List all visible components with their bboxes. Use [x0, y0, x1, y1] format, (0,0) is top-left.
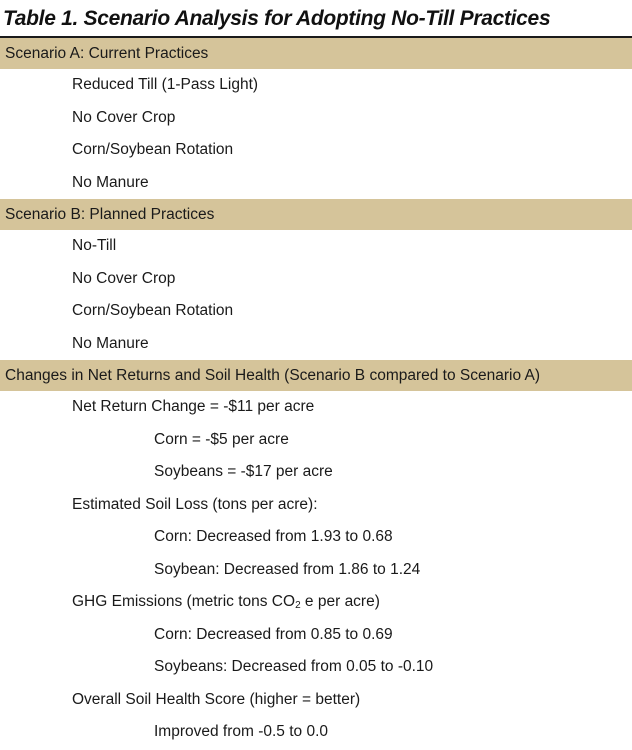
net-return-soybeans: Soybeans = -$17 per acre [154, 463, 333, 480]
net-return-corn: Corn = -$5 per acre [154, 430, 289, 448]
ghg-label-suffix: e per acre) [300, 593, 380, 610]
scenario-b-item: No Cover Crop [72, 269, 176, 287]
soil-loss-corn: Corn: Decreased from 1.93 to 0.68 [154, 528, 393, 545]
scenario-a-item: Corn/Soybean Rotation [72, 141, 234, 158]
scenario-a-item: No Manure [72, 173, 149, 191]
scenario-b-item: Corn/Soybean Rotation [72, 302, 234, 319]
ghg-label [0, 586, 632, 619]
changes-heading: Changes in Net Returns and Soil Health (Scenario B compared to Scenario A) [0, 360, 632, 391]
table-title: Table 1. Scenario Analysis for Adopting No-Till Practices [0, 0, 632, 38]
ghg-corn: Corn: Decreased from 0.85 to 0.69 [154, 625, 393, 643]
scenario-b-item: No Manure [72, 334, 149, 352]
scenario-a-item: No Cover Crop [72, 108, 176, 126]
scenario-b-item: No-Till [72, 237, 117, 254]
ghg-label-prefix: GHG Emissions (metric tons CO [72, 593, 296, 610]
soil-loss-label: Estimated Soil Loss (tons per acre): [72, 495, 318, 513]
ghg-soybeans: Soybeans: Decreased from 0.05 to -0.10 [154, 658, 434, 675]
soil-health-change: Improved from -0.5 to 0.0 [154, 723, 329, 740]
soil-loss-soybean: Soybean: Decreased from 1.86 to 1.24 [154, 560, 421, 578]
scenario-b-heading: Scenario B: Planned Practices [0, 199, 632, 230]
ghg-label-subscript: 2 [295, 600, 301, 611]
net-return-label: Net Return Change = -$11 per acre [72, 398, 315, 415]
scenario-a-item: Reduced Till (1-Pass Light) [72, 76, 259, 93]
soil-health-label: Overall Soil Health Score (higher = better) [72, 690, 361, 708]
scenario-a-heading: Scenario A: Current Practices [0, 38, 632, 69]
